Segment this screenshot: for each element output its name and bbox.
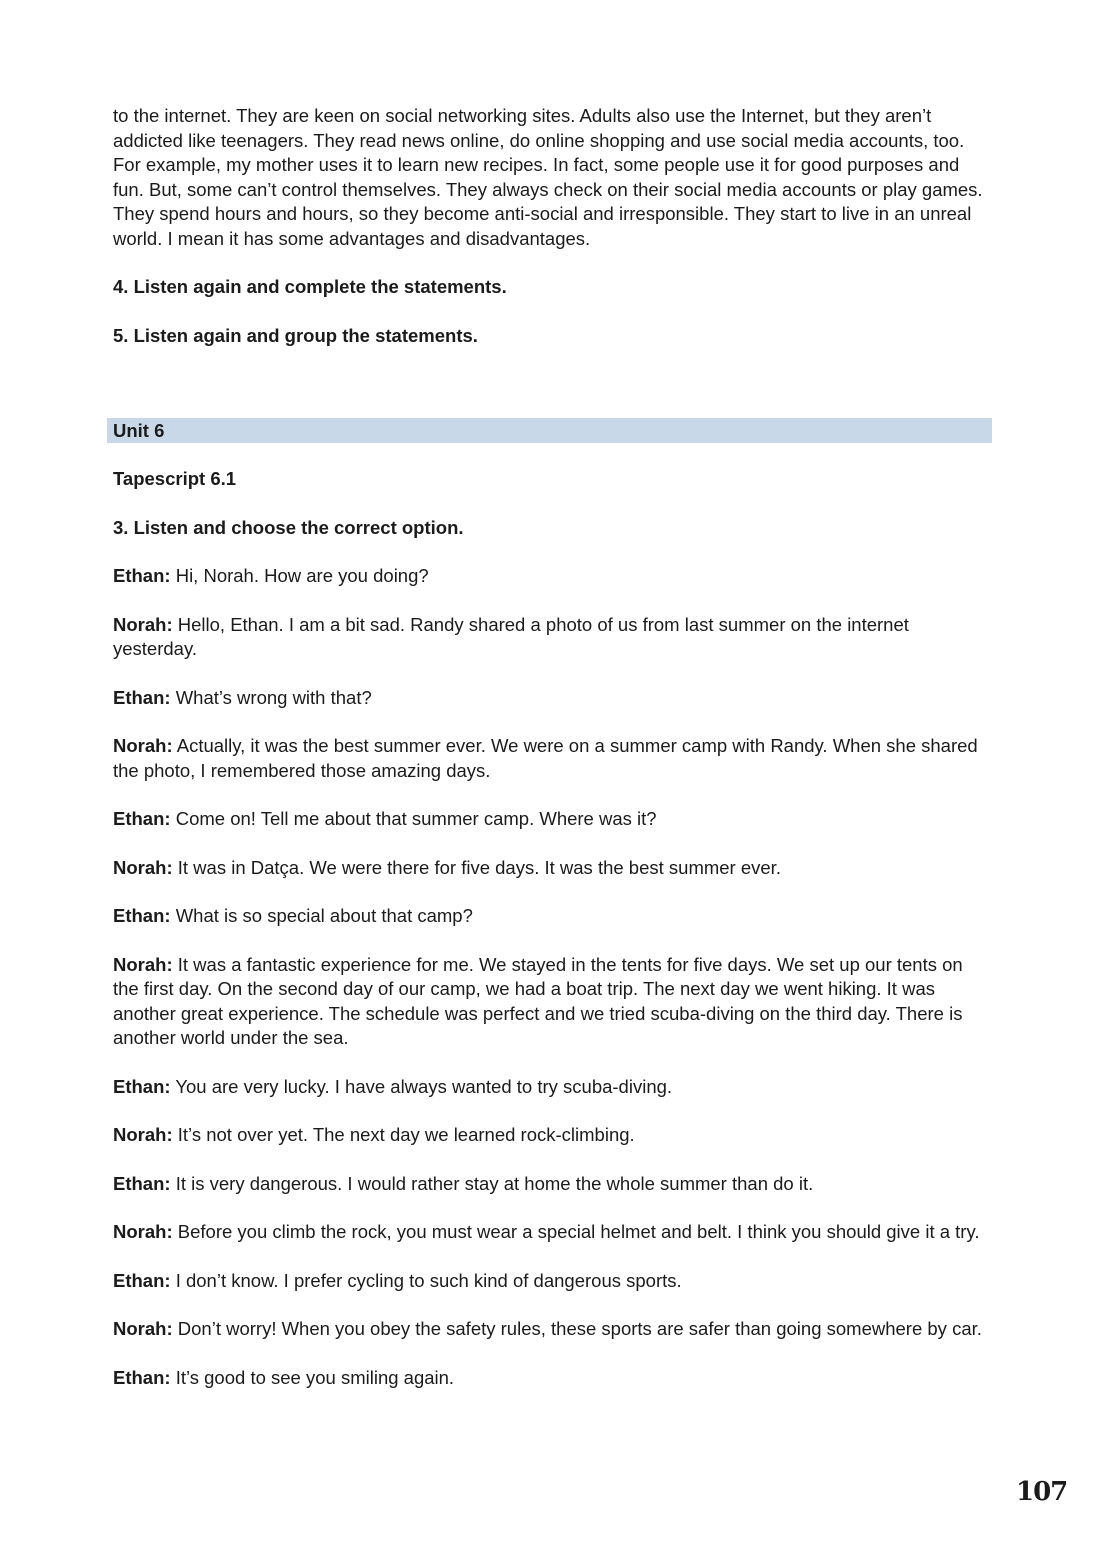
dialogue-line — [113, 856, 990, 881]
speaker-name: Ethan: — [113, 686, 171, 708]
dialogue-line — [113, 1172, 990, 1197]
page-number: 107 — [1016, 1477, 1068, 1507]
dialogue-line — [113, 953, 990, 1051]
dialogue-line — [113, 1269, 990, 1294]
intro-paragraph: to the internet. They are keen on social networking sites. Adults also use the Internet, but they aren’t addicted like teenagers. They read news online, do online shopping and use social media accounts, too. For example, my mother uses it to learn new recipes. In fact, some people use it for good purposes and fun. But, some can’t control themselves. They always check on their social media accounts or play games. They spend hours and hours, so they become anti-social and irresponsible. They start to live in an unreal world. I mean it has some advantages and disadvantages. — [113, 105, 983, 249]
dialogue-line — [113, 1123, 990, 1148]
dialogue-line — [113, 734, 990, 783]
tapescript-title: Tapescript 6.1 — [113, 468, 237, 489]
dialogue-text: Don’t worry! When you obey the safety rules, these sports are safer than going somewhere by car. — [172, 1318, 982, 1339]
task-5-heading: 5. Listen again and group the statements. — [113, 324, 478, 346]
speaker-name: Ethan: — [113, 1269, 171, 1291]
speaker-name: Ethan: — [113, 1172, 171, 1194]
dialogue-text: It was a fantastic experience for me. We stayed in the tents for five days. We set up our tents on the first day. On the second day of our camp, we had a boat trip. The next day we went hiking. It was another great experience. The schedule was perfect and we tried scuba-diving on the third day. There is another world under the sea. — [113, 953, 963, 1048]
dialogue-text: Hi, Norah. How are you doing? — [170, 565, 429, 586]
speaker-name: Ethan: — [113, 1366, 171, 1388]
dialogue-text: Actually, it was the best summer ever. We were on a summer camp with Randy. When she shared the photo, I remembered those amazing days. — [113, 735, 978, 781]
speaker-name: Norah: — [113, 953, 173, 975]
dialogue-text: What is so special about that camp? — [170, 905, 473, 926]
dialogue-line — [113, 904, 990, 929]
speaker-name: Ethan: — [113, 905, 171, 926]
dialogue-line — [113, 1366, 990, 1391]
dialogue-text: What’s wrong with that? — [170, 686, 372, 708]
speaker-name: Norah: — [113, 1221, 173, 1242]
dialogue-text: It was in Datça. We were there for five days. It was the best summer ever. — [172, 856, 781, 878]
dialogue-text: Hello, Ethan. I am a bit sad. Randy shared a photo of us from last summer on the internet yesterday. — [113, 613, 909, 659]
speaker-name: Norah: — [113, 1318, 173, 1339]
dialogue-line — [113, 564, 990, 589]
dialogue-line — [113, 807, 990, 832]
dialogue-line — [113, 613, 990, 662]
speaker-name: Norah: — [113, 1124, 173, 1145]
dialogue-line — [113, 1220, 990, 1245]
dialogue-line — [113, 686, 990, 711]
dialogue-line — [113, 1075, 990, 1100]
dialogue-text: I don’t know. I prefer cycling to such kind of dangerous sports. — [170, 1269, 682, 1291]
speaker-name: Norah: — [113, 735, 173, 756]
unit-6-header-bar — [107, 418, 992, 443]
dialogue-text: It’s good to see you smiling again. — [170, 1366, 455, 1388]
task-3-heading: 3. Listen and choose the correct option. — [113, 516, 464, 538]
section-spacer — [113, 372, 990, 418]
dialogue-text: It’s not over yet. The next day we learned rock-climbing. — [172, 1124, 635, 1145]
dialogue-line — [113, 1317, 990, 1342]
dialogue-text: You are very lucky. I have always wanted to try scuba-diving. — [170, 1075, 673, 1097]
speaker-name: Norah: — [113, 856, 173, 878]
dialogue-text: Before you climb the rock, you must wear a special helmet and belt. I think you should give it a try. — [172, 1221, 980, 1242]
speaker-name: Ethan: — [113, 1075, 171, 1097]
speaker-name: Ethan: — [113, 565, 171, 586]
dialogue-text: It is very dangerous. I would rather stay at home the whole summer than do it. — [170, 1172, 814, 1194]
speaker-name: Ethan: — [113, 808, 171, 829]
unit-6-header-label: Unit 6 — [113, 420, 165, 441]
dialogue-text: Come on! Tell me about that summer camp. Where was it? — [170, 808, 657, 829]
task-4-heading: 4. Listen again and complete the statements. — [113, 276, 507, 297]
speaker-name: Norah: — [113, 613, 173, 635]
